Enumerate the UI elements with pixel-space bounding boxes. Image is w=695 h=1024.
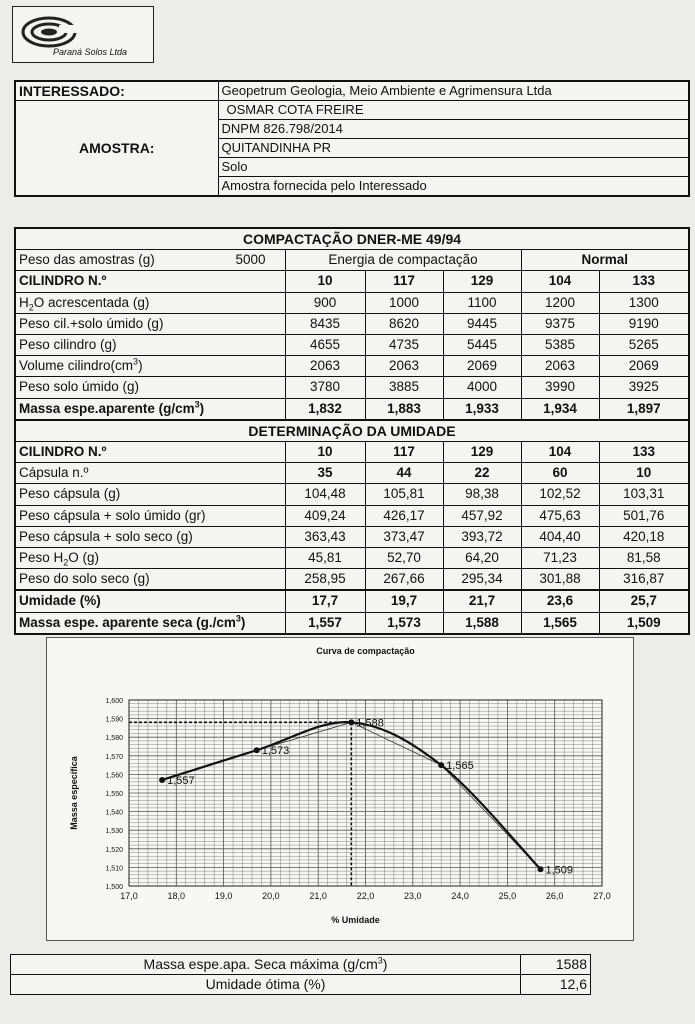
amostra-line: OSMAR COTA FREIRE xyxy=(218,101,689,120)
x-tick-label: 26,0 xyxy=(545,891,564,901)
umidade-cilindro-row xyxy=(15,442,689,463)
x-tick-label: 27,0 xyxy=(593,891,611,901)
row-label xyxy=(15,505,285,526)
value-cell: 8435 xyxy=(285,313,365,334)
x-tick-label: 18,0 xyxy=(167,891,186,901)
compaction-table xyxy=(14,227,690,635)
value-cell: 19,7 xyxy=(365,590,443,612)
row-label xyxy=(15,335,285,356)
value-cell: 104 xyxy=(521,442,599,463)
y-tick-label: 1,530 xyxy=(105,828,123,836)
value-cell: 404,40 xyxy=(521,526,599,547)
value-cell: 8620 xyxy=(365,313,443,334)
row-label xyxy=(15,313,285,334)
value-cell: 45,81 xyxy=(285,548,365,569)
value-cell: 9375 xyxy=(521,313,599,334)
umidade-otima-label: Umidade ótima (%) xyxy=(11,975,521,995)
value-cell: 133 xyxy=(599,271,689,292)
cilindro-label: CILINDRO N.º xyxy=(15,271,285,292)
capsula-label: Cápsula n.º xyxy=(15,463,285,484)
value-cell: 117 xyxy=(365,271,443,292)
umidade-title: DETERMINAÇÃO DA UMIDADE xyxy=(15,420,689,442)
value-cell: 9190 xyxy=(599,313,689,334)
table-row xyxy=(15,335,689,356)
value-cell: 1,509 xyxy=(599,612,689,634)
y-tick-label: 1,570 xyxy=(105,753,123,761)
value-cell: 295,34 xyxy=(443,569,521,591)
massa-maxima-label xyxy=(11,955,521,975)
compaction-title: COMPACTAÇÃO DNER-ME 49/94 xyxy=(15,228,689,250)
row-label-sup: 3 xyxy=(133,356,139,367)
energia-value: Normal xyxy=(521,250,689,271)
value-cell: 3780 xyxy=(285,377,365,398)
value-cell: 10 xyxy=(285,442,365,463)
x-tick-label: 25,0 xyxy=(498,891,517,901)
table-row xyxy=(15,356,689,377)
row-label-pre: Umidade (%) xyxy=(19,593,101,609)
table-row xyxy=(15,292,689,313)
value-cell: 35 xyxy=(285,463,365,484)
value-cell: 5265 xyxy=(599,335,689,356)
company-logo xyxy=(12,6,154,63)
value-cell: 316,87 xyxy=(599,569,689,591)
value-cell: 393,72 xyxy=(443,526,521,547)
row-label-pre: Peso cápsula + solo seco (g) xyxy=(19,528,193,544)
value-cell: 9445 xyxy=(443,313,521,334)
massa-maxima-label-end: ) xyxy=(382,956,388,972)
interessado-label: INTERESSADO: xyxy=(15,81,218,101)
interessado-value: Geopetrum Geologia, Meio Ambiente e Agrimensura Ltda xyxy=(218,81,689,101)
amostra-line: Solo xyxy=(218,158,689,177)
value-cell: 104,48 xyxy=(285,484,365,505)
row-label-post: ) xyxy=(240,614,246,630)
data-point-label: 1,573 xyxy=(261,745,290,758)
row-label xyxy=(15,484,285,505)
value-cell: 3925 xyxy=(599,377,689,398)
data-point-label: 1,588 xyxy=(356,717,384,730)
value-cell: 426,17 xyxy=(365,505,443,526)
y-tick-label: 1,560 xyxy=(105,772,123,780)
value-cell: 1,565 xyxy=(521,612,599,634)
y-tick-label: 1,520 xyxy=(105,846,123,854)
peso-amostras-value: 5000 xyxy=(235,252,266,268)
x-tick-label: 21,0 xyxy=(309,891,327,901)
value-cell: 22 xyxy=(443,463,521,484)
table-row xyxy=(15,505,689,526)
value-cell: 4735 xyxy=(365,335,443,356)
table-row xyxy=(15,484,689,505)
value-cell: 60 xyxy=(521,463,599,484)
umidade-rows xyxy=(15,484,689,591)
value-cell: 1,557 xyxy=(285,612,365,634)
table-row xyxy=(15,377,689,398)
logo-swirl-icon xyxy=(19,13,79,51)
y-tick-label: 1,600 xyxy=(105,698,123,705)
value-cell: 1,934 xyxy=(521,398,599,420)
row-label-sub: 2 xyxy=(28,302,34,313)
amostra-line: DNPM 826.798/2014 xyxy=(218,120,689,139)
value-cell: 1,573 xyxy=(365,612,443,634)
row-label-sub: 2 xyxy=(63,557,69,568)
massa-maxima-label-sup: 3 xyxy=(377,955,383,966)
row-label xyxy=(15,569,285,591)
value-cell: 475,63 xyxy=(521,505,599,526)
row-label-pre: Peso cil.+solo úmido (g) xyxy=(19,315,164,331)
value-cell: 373,47 xyxy=(365,526,443,547)
table-row xyxy=(15,313,689,334)
data-point-label: 1,565 xyxy=(446,760,474,773)
value-cell: 3990 xyxy=(521,377,599,398)
energia-label: Energia de compactação xyxy=(285,250,521,271)
value-cell: 1,832 xyxy=(285,398,365,420)
value-cell: 129 xyxy=(443,442,521,463)
row-label-post: O (g) xyxy=(68,550,100,566)
y-tick-label: 1,590 xyxy=(105,716,123,724)
row-label-pre: Peso H xyxy=(19,550,64,566)
chart-title: Curva de compactação xyxy=(316,646,415,656)
data-point xyxy=(538,866,544,872)
value-cell: 1,883 xyxy=(365,398,443,420)
peso-amostras-label: Peso das amostras (g) xyxy=(19,252,155,268)
value-cell: 71,23 xyxy=(521,548,599,569)
value-cell: 2063 xyxy=(365,356,443,377)
value-cell: 4655 xyxy=(285,335,365,356)
x-tick-label: 24,0 xyxy=(451,891,469,901)
data-point-label: 1,509 xyxy=(545,864,574,877)
row-label-pre: Peso cápsula + solo úmido (gr) xyxy=(19,507,206,523)
value-cell: 363,43 xyxy=(285,526,365,547)
value-cell: 17,7 xyxy=(285,590,365,612)
value-cell: 2069 xyxy=(443,356,521,377)
massa-maxima-label-text: Massa espe.apa. Seca máxima (g/cm xyxy=(143,956,378,972)
value-cell: 301,88 xyxy=(521,569,599,591)
value-cell: 1300 xyxy=(599,292,689,313)
value-cell: 64,20 xyxy=(443,548,521,569)
value-cell: 10 xyxy=(285,271,365,292)
peso-amostras-cell xyxy=(15,250,285,271)
value-cell: 3885 xyxy=(365,377,443,398)
value-cell: 102,52 xyxy=(521,484,599,505)
table-row xyxy=(15,398,689,420)
x-tick-label: 23,0 xyxy=(404,891,422,901)
value-cell: 258,95 xyxy=(285,569,365,591)
value-cell: 409,24 xyxy=(285,505,365,526)
x-tick-label: 17,0 xyxy=(120,891,138,901)
compaction-rows xyxy=(15,292,689,398)
row-label-pre: Peso solo úmido (g) xyxy=(19,379,140,395)
value-cell: 10 xyxy=(599,463,689,484)
row-label xyxy=(15,292,285,313)
capsula-row xyxy=(15,463,689,484)
value-cell: 104 xyxy=(521,271,599,292)
x-tick-label: 19,0 xyxy=(214,891,233,901)
table-row xyxy=(15,612,689,634)
value-cell: 25,7 xyxy=(599,590,689,612)
data-point xyxy=(348,719,354,725)
table-row xyxy=(15,590,689,612)
massa-aparente-rows xyxy=(15,398,689,420)
umidade-final-rows xyxy=(15,590,689,633)
data-point-label: 1,557 xyxy=(167,774,195,787)
compaction-chart-svg xyxy=(47,638,633,940)
row-label xyxy=(15,398,285,420)
value-cell: 1,588 xyxy=(443,612,521,634)
value-cell: 4000 xyxy=(443,377,521,398)
value-cell: 1000 xyxy=(365,292,443,313)
row-label-post: ) xyxy=(199,400,205,416)
value-cell: 2063 xyxy=(285,356,365,377)
table-row xyxy=(15,526,689,547)
value-cell: 1100 xyxy=(443,292,521,313)
umidade-otima-value: 12,6 xyxy=(521,975,591,995)
row-label xyxy=(15,356,285,377)
value-cell: 21,7 xyxy=(443,590,521,612)
value-cell: 117 xyxy=(365,442,443,463)
value-cell: 98,38 xyxy=(443,484,521,505)
value-cell: 267,66 xyxy=(365,569,443,591)
row-label-post: ) xyxy=(138,358,143,374)
row-label-pre: Massa espe.aparente (g/cm xyxy=(19,400,195,416)
value-cell: 2063 xyxy=(521,356,599,377)
amostra-line: Amostra fornecida pelo Interessado xyxy=(218,177,689,197)
umidade-cilindro-label: CILINDRO N.º xyxy=(15,442,285,463)
table-row xyxy=(15,548,689,569)
value-cell: 1,897 xyxy=(599,398,689,420)
value-cell: 133 xyxy=(599,442,689,463)
value-cell: 501,76 xyxy=(599,505,689,526)
value-cell: 5445 xyxy=(443,335,521,356)
y-tick-label: 1,510 xyxy=(105,865,123,873)
value-cell: 105,81 xyxy=(365,484,443,505)
row-label-pre: H xyxy=(19,294,29,310)
value-cell: 5385 xyxy=(521,335,599,356)
info-table xyxy=(14,80,690,197)
data-point xyxy=(438,762,444,768)
massa-maxima-value: 1588 xyxy=(521,955,591,975)
value-cell: 44 xyxy=(365,463,443,484)
row-label xyxy=(15,377,285,398)
x-axis-label: % Umidade xyxy=(331,915,380,925)
row-label-pre: Peso cilindro (g) xyxy=(19,337,117,353)
row-label-post: O acrescentada (g) xyxy=(33,294,150,310)
value-cell: 1200 xyxy=(521,292,599,313)
amostra-label: AMOSTRA: xyxy=(15,101,218,197)
y-tick-label: 1,540 xyxy=(105,809,123,817)
row-label xyxy=(15,590,285,612)
data-point xyxy=(159,777,165,783)
value-cell: 1,933 xyxy=(443,398,521,420)
amostra-line: QUITANDINHA PR xyxy=(218,139,689,158)
value-cell: 81,58 xyxy=(599,548,689,569)
value-cell: 23,6 xyxy=(521,590,599,612)
row-label xyxy=(15,612,285,634)
value-cell: 52,70 xyxy=(365,548,443,569)
row-label-pre: Massa espe. aparente seca (g./cm xyxy=(19,614,236,630)
row-label-sup: 3 xyxy=(194,399,200,410)
row-label xyxy=(15,526,285,547)
table-row xyxy=(15,569,689,591)
row-label xyxy=(15,548,285,569)
logo-name: Paraná Solos Ltda xyxy=(53,47,128,57)
x-tick-label: 22,0 xyxy=(356,891,375,901)
row-label-sup: 3 xyxy=(235,613,241,624)
y-tick-label: 1,550 xyxy=(105,791,123,798)
row-label-pre: Peso do solo seco (g) xyxy=(19,571,150,587)
y-tick-label: 1,500 xyxy=(105,884,123,891)
y-axis-label: Massa específica xyxy=(69,756,79,830)
value-cell: 103,31 xyxy=(599,484,689,505)
x-tick-label: 20,0 xyxy=(262,891,280,901)
value-cell: 2069 xyxy=(599,356,689,377)
results-table xyxy=(10,954,591,995)
value-cell: 129 xyxy=(443,271,521,292)
value-cell: 457,92 xyxy=(443,505,521,526)
value-cell: 900 xyxy=(285,292,365,313)
value-cell: 420,18 xyxy=(599,526,689,547)
y-tick-label: 1,580 xyxy=(105,735,123,743)
cilindro-row xyxy=(15,271,689,292)
row-label-pre: Volume cilindro(cm xyxy=(19,358,134,374)
compaction-chart xyxy=(46,637,634,941)
data-point xyxy=(254,747,260,753)
row-label-pre: Peso cápsula (g) xyxy=(19,486,121,502)
